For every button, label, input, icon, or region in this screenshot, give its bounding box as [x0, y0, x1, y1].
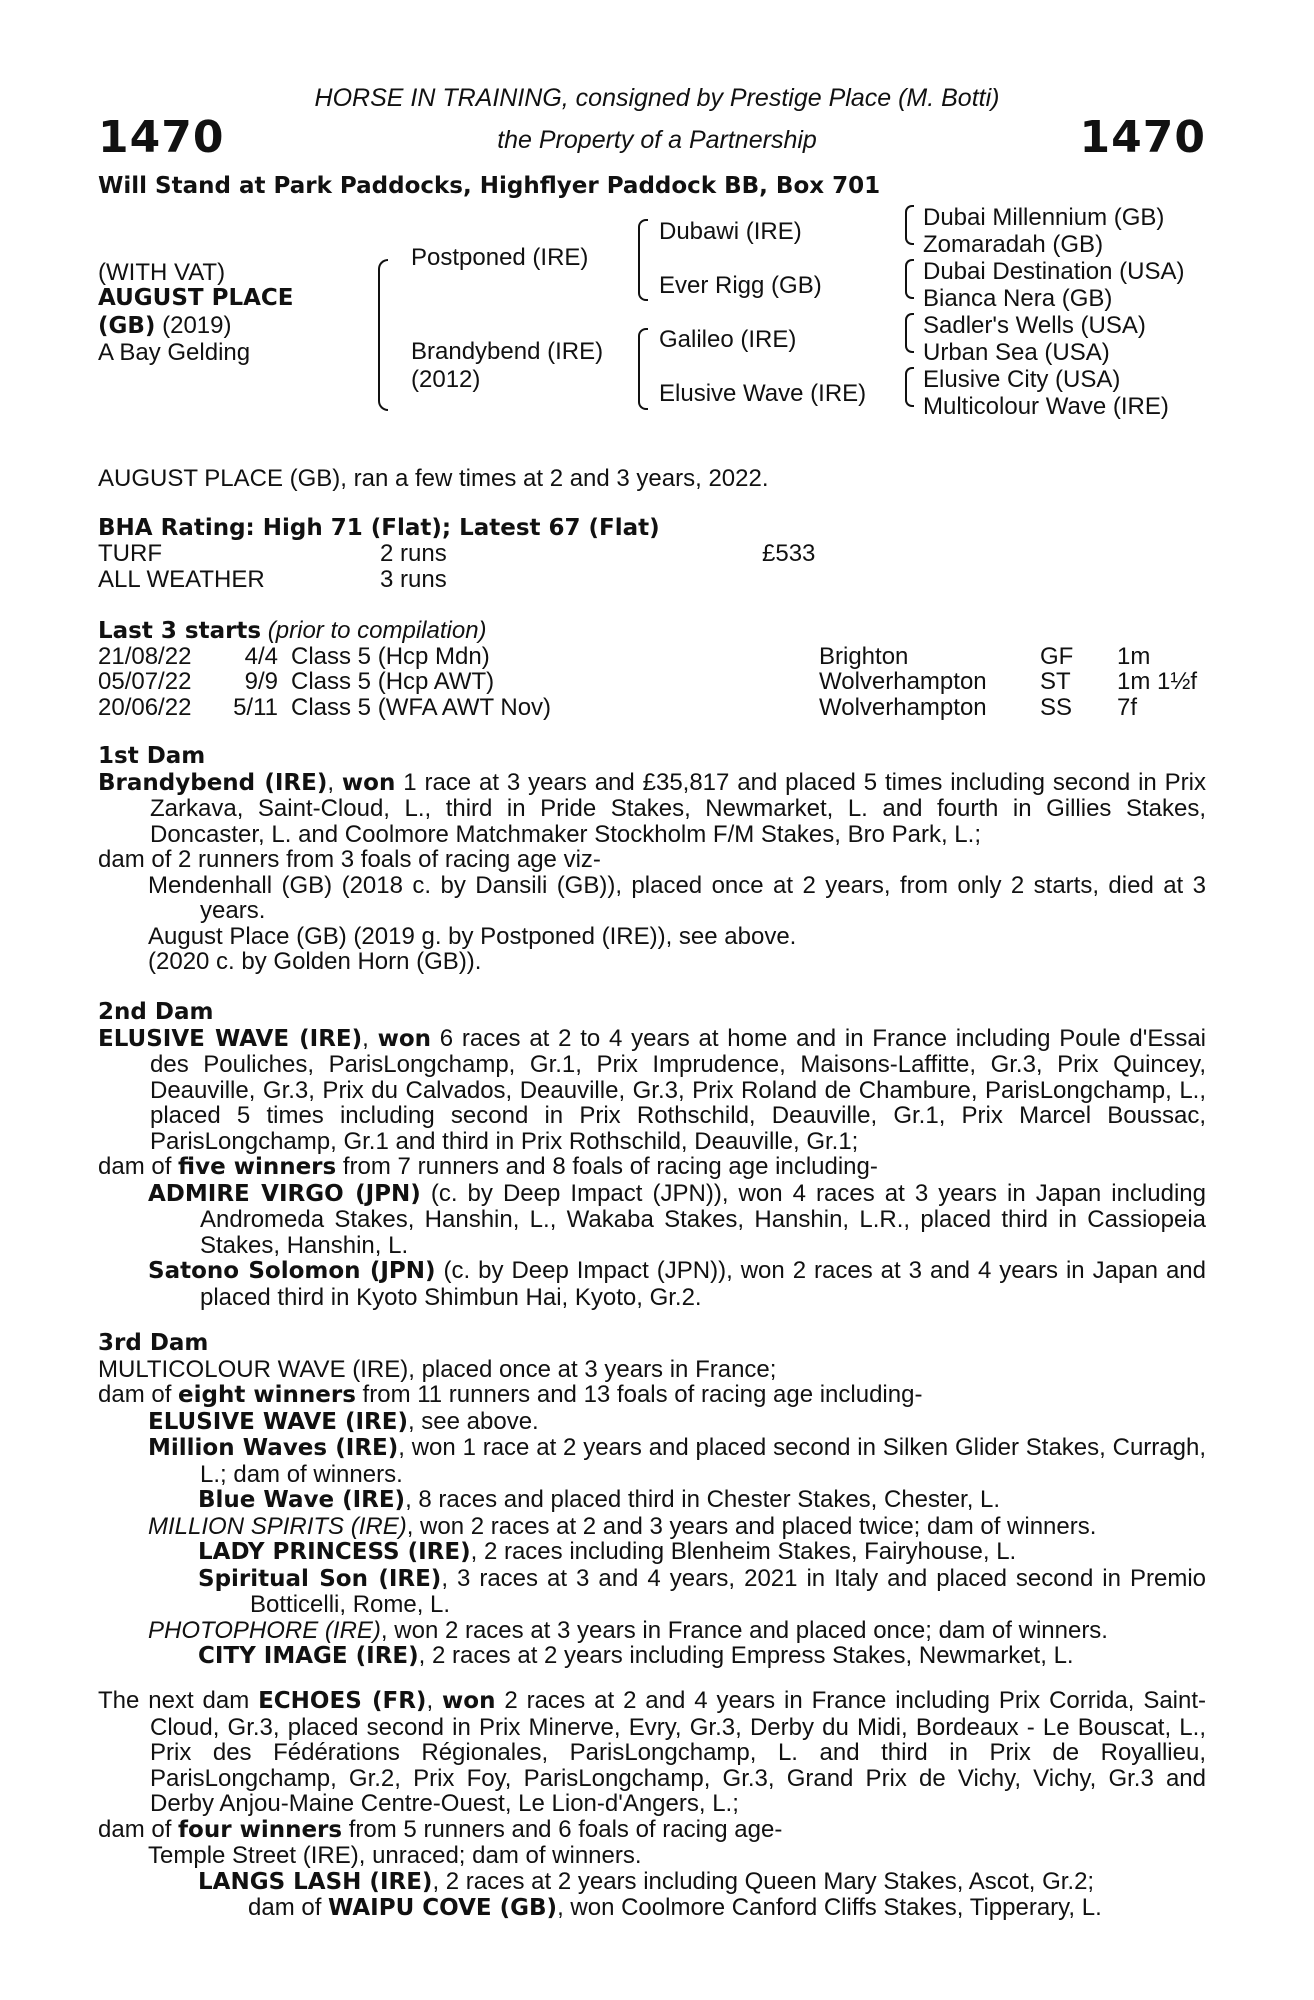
- start-going: SS: [1040, 694, 1073, 721]
- g1: Dubai Millennium (GB): [923, 204, 1165, 231]
- progeny-item: (2020 c. by Golden Horn (GB)).: [148, 948, 482, 975]
- progeny-item: LANGS LASH (IRE), 2 races at 2 years including Queen Mary Stakes, Ascot, Gr.2;: [198, 1867, 1095, 1895]
- last-starts-heading: Last 3 starts (prior to compilation): [98, 617, 487, 644]
- dam-of-line: dam of eight winners from 11 runners and 13 foals of racing age including-: [98, 1381, 923, 1408]
- sire: Postponed (IRE): [411, 244, 589, 271]
- lot-number-left: 1470: [98, 112, 225, 163]
- g5: Sadler's Wells (USA): [923, 312, 1146, 339]
- start-distance: 1m: [1117, 643, 1151, 670]
- start-race: Class 5 (WFA AWT Nov): [291, 694, 552, 721]
- section-heading: 1st Dam: [98, 743, 206, 769]
- pedigree-brace-3b: [905, 259, 914, 299]
- progeny-item: LADY PRINCESS (IRE), 2 races including Blenheim Stakes, Fairyhouse, L.: [198, 1538, 1017, 1565]
- start-going: ST: [1040, 668, 1071, 695]
- second-dam-section: [98, 1000, 1206, 1310]
- progeny-item: Satono Solomon (JPN) (c. by Deep Impact (JPN)), won 2 races at 3 and 4 years in Japan and placed third in Kyoto Shimbun Hai, Kyoto, Gr.2.: [148, 1257, 1206, 1311]
- bha-rating: BHA Rating: High 71 (Flat); Latest 67 (Flat): [98, 515, 660, 541]
- start-race: Class 5 (Hcp Mdn): [291, 643, 490, 670]
- rating-runs-aw: 3 runs: [380, 566, 447, 593]
- race-summary: AUGUST PLACE (GB), ran a few times at 2 and 3 years, 2022.: [98, 465, 769, 492]
- section-heading: 2nd Dam: [98, 999, 214, 1025]
- stand-location: Will Stand at Park Paddocks, Highflyer Paddock BB, Box 701: [98, 173, 881, 199]
- start-distance: 7f: [1117, 694, 1138, 721]
- progeny-item: dam of WAIPU COVE (GB), won Coolmore Canford Cliffs Stakes, Tipperary, L.: [248, 1894, 1102, 1921]
- progeny-item: ADMIRE VIRGO (JPN) (c. by Deep Impact (JPN)), won 4 races at 3 years in Japan including Andromeda Stakes, Hanshin, L., Wakaba Stakes, Hanshin, L.R., placed third in Cassiopeia Stakes, Hanshin, L.: [148, 1179, 1206, 1259]
- dam-of-line: dam of 2 runners from 3 foals of racing age viz-: [98, 846, 601, 873]
- dam: Brandybend (IRE): [411, 338, 604, 365]
- dam-of-line: dam of five winners from 7 runners and 8 foals of racing age including-: [98, 1153, 878, 1180]
- start-position: 4/4: [244, 643, 278, 670]
- sire-dam: Ever Rigg (GB): [659, 272, 822, 299]
- horse-name: AUGUST PLACE: [98, 285, 294, 311]
- start-date: 05/07/22: [98, 668, 192, 695]
- start-date: 20/06/22: [98, 694, 192, 721]
- pedigree-brace-3c: [905, 313, 914, 353]
- sire-sire: Dubawi (IRE): [659, 218, 802, 245]
- dam-of-line: dam of four winners from 5 runners and 6 foals of racing age-: [98, 1815, 783, 1843]
- start-going: GF: [1040, 643, 1074, 670]
- start-race: Class 5 (Hcp AWT): [291, 668, 495, 695]
- pedigree-brace-3a: [905, 205, 914, 245]
- third-dam-section: [98, 1331, 1206, 1670]
- dam-record: ELUSIVE WAVE (IRE), won 6 races at 2 to 4 years at home and in France including Poule d'Essai des Pouliches, ParisLongchamp, Gr.1, Prix Imprudence, Maisons-Laffitte, Gr.3, Prix Quincey, Deauville, Gr.3, Prix du Calvados, Deauville, Gr.3, Prix Roland de Chambure, ParisLongchamp, L., placed 5 times including second in Prix Rothschild, Deauville, Gr.1, Prix Marcel Boussac, ParisLongchamp, Gr.1 and third in Prix Rothschild, Deauville, Gr.1;: [98, 1024, 1207, 1155]
- start-course: Wolverhampton: [819, 694, 987, 721]
- first-dam-section: [98, 744, 1206, 975]
- consignment-line: HORSE IN TRAINING, consigned by Prestige Place (M. Botti): [314, 84, 1000, 112]
- progeny-item: CITY IMAGE (IRE), 2 races at 2 years including Empress Stakes, Newmarket, L.: [198, 1642, 1074, 1669]
- start-position: 9/9: [244, 668, 278, 695]
- g2: Zomaradah (GB): [923, 231, 1104, 258]
- progeny-item: Blue Wave (IRE), 8 races and placed third in Chester Stakes, Chester, L.: [198, 1486, 1001, 1513]
- pedigree-brace-1: [378, 259, 388, 411]
- horse-description: A Bay Gelding: [98, 339, 251, 366]
- property-line: the Property of a Partnership: [497, 126, 817, 154]
- start-distance: 1m 1½f: [1117, 668, 1198, 695]
- dam-sire: Galileo (IRE): [659, 326, 797, 353]
- section-heading: 3rd Dam: [98, 1330, 209, 1356]
- progeny-item: Temple Street (IRE), unraced; dam of winners.: [148, 1842, 642, 1869]
- pedigree-brace-2b: [638, 328, 648, 410]
- g6: Urban Sea (USA): [923, 339, 1110, 366]
- pedigree-brace-2a: [638, 219, 648, 301]
- lot-number-right: 1470: [1079, 112, 1206, 163]
- progeny-item: MILLION SPIRITS (IRE), won 2 races at 2 and 3 years and placed twice; dam of winners.: [148, 1512, 1097, 1540]
- progeny-item: Spiritual Son (IRE), 3 races at 3 and 4 years, 2021 in Italy and placed second in Premio Botticelli, Rome, L.: [198, 1564, 1206, 1618]
- pedigree-brace-3d: [905, 367, 914, 407]
- rating-prize-turf: £533: [762, 540, 816, 567]
- vat-label: (WITH VAT): [98, 259, 226, 286]
- g8: Multicolour Wave (IRE): [923, 393, 1169, 420]
- progeny-item: Mendenhall (GB) (2018 c. by Dansili (GB)), placed once at 2 years, from only 2 starts, died at 3 years.: [148, 871, 1206, 924]
- start-course: Wolverhampton: [819, 668, 987, 695]
- start-date: 21/08/22: [98, 643, 192, 670]
- dam-record: Brandybend (IRE), won 1 race at 3 years and £35,817 and placed 5 times including second in Prix Zarkava, Saint-Cloud, L., third in Pride Stakes, Newmarket, L. and fourth in Gillies Stakes, Doncaster, L. and Coolmore Matchmaker Stockholm F/M Stakes, Bro Park, L.;: [98, 768, 1206, 848]
- g7: Elusive City (USA): [923, 366, 1121, 393]
- progeny-item: August Place (GB) (2019 g. by Postponed (IRE)), see above.: [148, 922, 797, 950]
- progeny-item: Million Waves (IRE), won 1 race at 2 years and placed second in Silken Glider Stakes, Curragh, L.; dam of winners.: [148, 1434, 1206, 1488]
- progeny-item: ELUSIVE WAVE (IRE), see above.: [148, 1407, 539, 1435]
- rating-runs-turf: 2 runs: [380, 540, 447, 567]
- start-position: 5/11: [233, 694, 278, 721]
- rating-surface-turf: TURF: [98, 540, 162, 567]
- progeny-item: PHOTOPHORE (IRE), won 2 races at 3 years in France and placed once; dam of winners.: [148, 1616, 1108, 1644]
- dam-record: The next dam ECHOES (FR), won 2 races at 2 and 4 years in France including Prix Corrida, Saint-Cloud, Gr.3, placed second in Prix Minerve, Evry, Gr.3, Derby du Midi, Bordeaux - Le Bouscat, L., Prix des Fédérations Régionales, ParisLongchamp, L. and third in Prix de Royallieu, ParisLongchamp, Gr.2, Prix Foy, ParisLongchamp, Gr.3, Grand Prix de Vichy, Vichy, Gr.3 and Derby Anjou-Maine Centre-Ouest, Le Lion-d'Angers, L.;: [98, 1687, 1207, 1817]
- g4: Bianca Nera (GB): [923, 285, 1113, 312]
- fourth-dam-section: [98, 1688, 1206, 1922]
- dam-year: (2012): [411, 366, 481, 393]
- dam-record: MULTICOLOUR WAVE (IRE), placed once at 3 years in France;: [98, 1355, 777, 1383]
- start-course: Brighton: [819, 643, 909, 670]
- g3: Dubai Destination (USA): [923, 258, 1185, 285]
- rating-surface-aw: ALL WEATHER: [98, 566, 265, 593]
- horse-origin-year: (GB) (2019): [98, 312, 232, 339]
- dam-dam: Elusive Wave (IRE): [659, 380, 867, 407]
